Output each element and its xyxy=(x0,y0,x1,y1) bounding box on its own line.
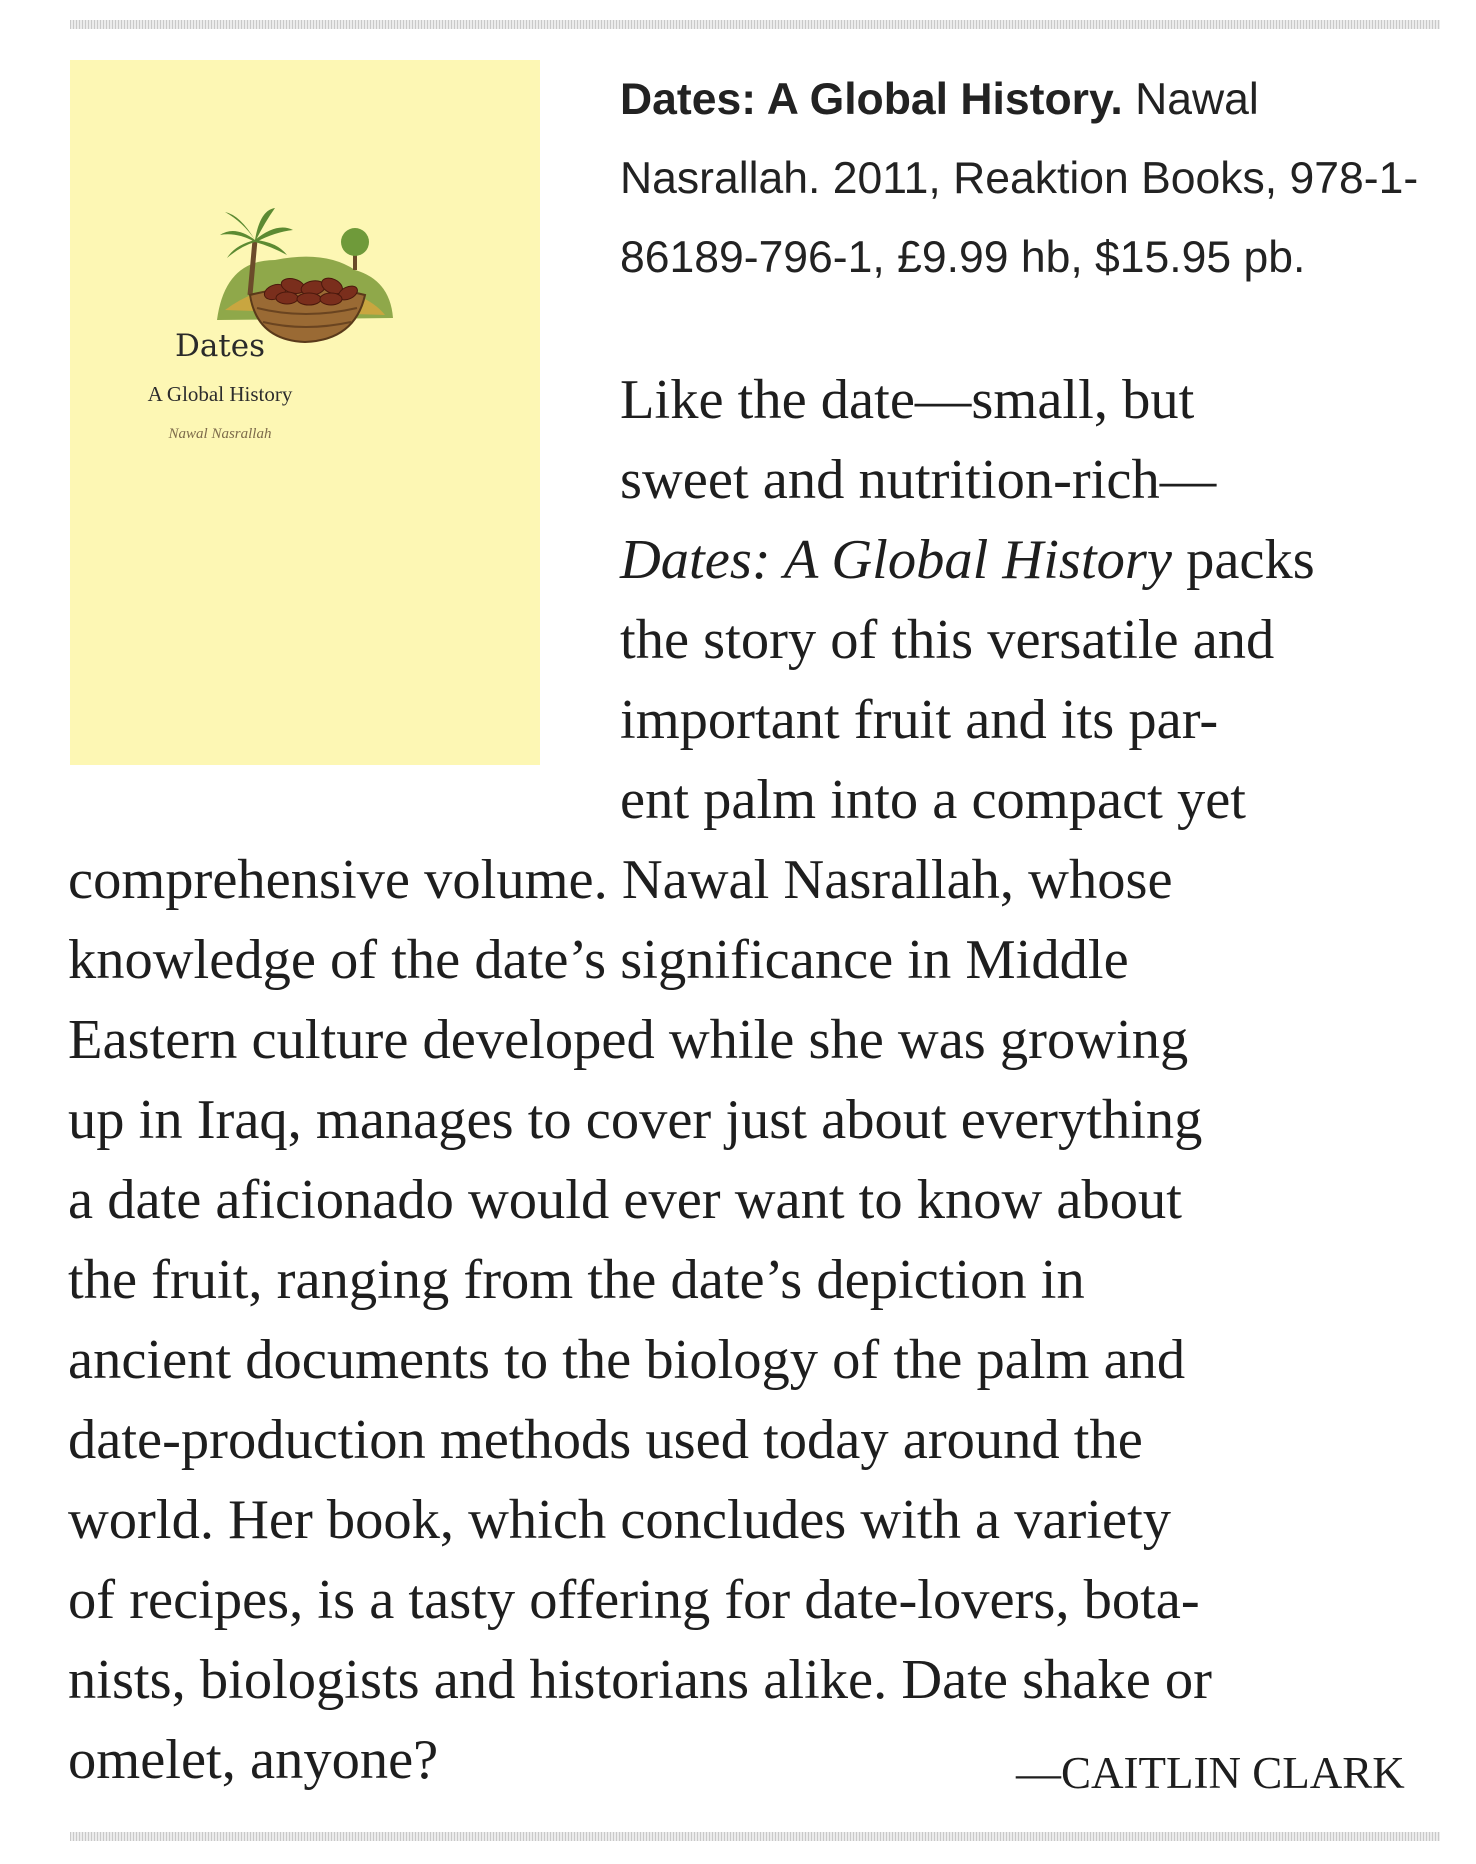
review-line: comprehensive volume. Nawal Nasrallah, whose xyxy=(68,849,1173,911)
book-citation xyxy=(620,60,1450,297)
book-title: Dates: A Global History. xyxy=(620,75,1123,124)
review-line: Dates: A Global History packs xyxy=(620,529,1315,591)
top-divider xyxy=(70,20,1440,29)
review-line: world. Her book, which concludes with a variety xyxy=(68,1489,1172,1551)
review-line: date-production methods used today around the xyxy=(68,1409,1143,1471)
review-line: sweet and nutrition-rich— xyxy=(620,449,1217,511)
book-cover xyxy=(70,60,540,765)
review-line: a date aficionado would ever want to know about xyxy=(68,1169,1182,1231)
review-line: important fruit and its par- xyxy=(620,689,1219,751)
cover-subtitle: A Global History xyxy=(147,382,293,406)
review-line: knowledge of the date’s significance in Middle xyxy=(68,929,1129,991)
book-details: Nawal Nasrallah. 2011, Reaktion Books, 978-1-86189-796-1, £9.99 hb, $15.95 pb. xyxy=(620,75,1419,282)
review-line: the story of this versatile and xyxy=(620,609,1275,671)
review-line: omelet, anyone? xyxy=(68,1729,439,1791)
review-line: nists, biologists and historians alike. Date shake or xyxy=(68,1649,1212,1711)
review-line: the fruit, ranging from the date’s depiction in xyxy=(68,1249,1085,1311)
review-line: up in Iraq, manages to cover just about everything xyxy=(68,1089,1203,1151)
review-line: of recipes, is a tasty offering for date-lovers, bota- xyxy=(68,1569,1200,1631)
reviewer-signature: —CAITLIN CLARK xyxy=(1016,1748,1405,1798)
review-line: Eastern culture developed while she was growing xyxy=(68,1009,1189,1071)
review-line: ent palm into a compact yet xyxy=(620,769,1246,831)
cover-title: Dates xyxy=(174,328,266,364)
book-title-italic: Dates: A Global History xyxy=(620,529,1172,591)
review-line: Like the date—small, but xyxy=(620,369,1195,431)
bottom-divider xyxy=(70,1832,1440,1841)
cover-author: Nawal Nasrallah xyxy=(168,426,272,442)
review-line: ancient documents to the biology of the palm and xyxy=(68,1329,1186,1391)
